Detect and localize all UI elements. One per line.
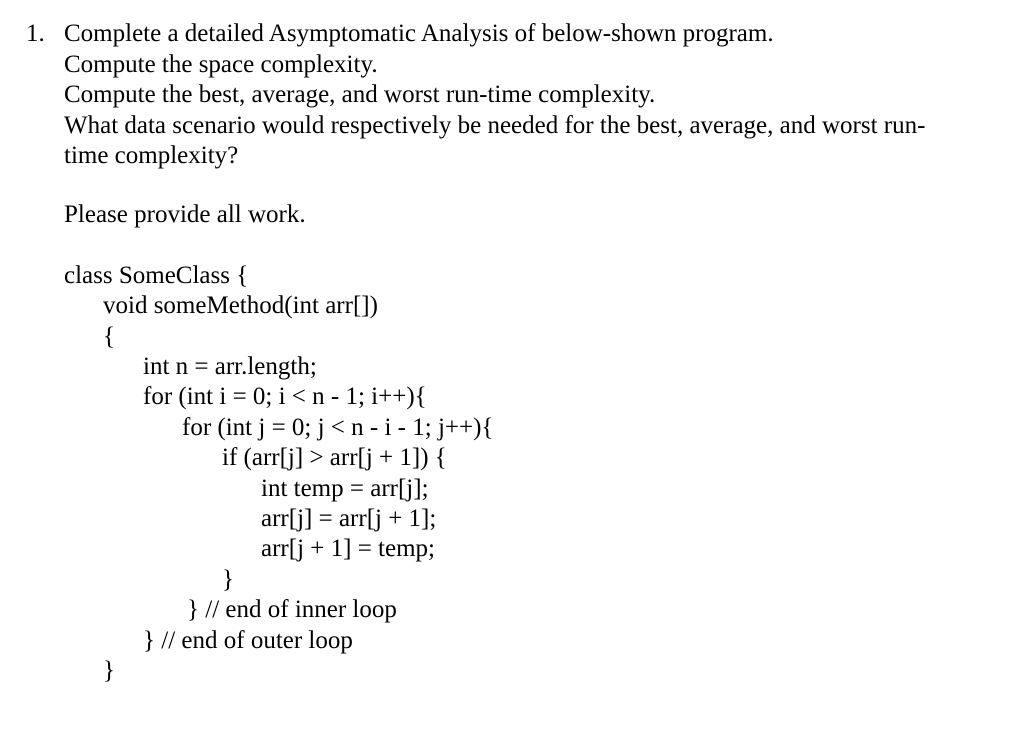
question-number: 1.	[26, 20, 45, 47]
code-line-length: int n = arr.length;	[143, 353, 317, 380]
code-line-class: class SomeClass {	[64, 262, 249, 289]
code-line-outer-loop-close: } // end of outer loop	[143, 627, 353, 654]
code-line-swap-second: arr[j + 1] = temp;	[261, 535, 435, 562]
code-line-method-close: }	[103, 657, 115, 684]
question-line-analysis: Complete a detailed Asymptomatic Analysis of below-shown program.	[64, 20, 774, 47]
code-line-inner-loop-close: } // end of inner loop	[187, 596, 397, 623]
code-line-swap-first: arr[j] = arr[j + 1];	[261, 505, 437, 532]
question-line-space: Compute the space complexity.	[64, 51, 378, 78]
question-line-scenario-continued: time complexity?	[64, 142, 239, 169]
code-line-if-close: }	[222, 566, 234, 593]
question-instruction: Please provide all work.	[64, 201, 306, 228]
code-line-outer-loop: for (int i = 0; i < n - 1; i++){	[143, 383, 427, 410]
question-line-scenario: What data scenario would respectively be needed for the best, average, and worst run-	[64, 112, 926, 139]
code-line-inner-loop: for (int j = 0; j < n - i - 1; j++){	[182, 414, 494, 441]
code-line-if: if (arr[j] > arr[j + 1]) {	[222, 444, 447, 471]
question-line-runtime: Compute the best, average, and worst run-time complexity.	[64, 81, 656, 108]
code-line-temp: int temp = arr[j];	[261, 475, 429, 502]
code-line-method: void someMethod(int arr[])	[103, 292, 378, 319]
code-line-method-open-brace: {	[103, 323, 115, 350]
